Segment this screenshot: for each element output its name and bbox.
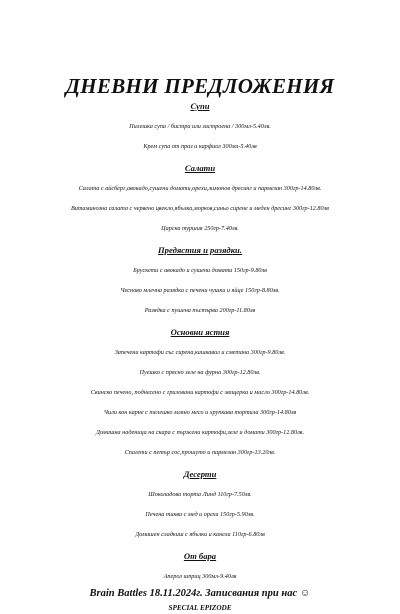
menu-item: Пуешко с прясно зеле на фурна 300гр-12.80лв. [139, 369, 261, 376]
menu-item: Брускети с авокадо и сушени домати 150гр-9.80лв [133, 267, 267, 274]
menu-item: Печена тиква с мед и орехи 150гр-5.90лв. [145, 511, 255, 518]
menu-item: Витаминозна салата с червено цвекло,ябълка,морков,синьо сирене и меден дресинг 300гр-12.80лв [71, 205, 329, 212]
menu-item: Салата с айсберг,авокадо,сушени домати,орехи,лимонов дресинг и пармезан 300гр-14.80лв. [78, 185, 322, 192]
menu-item: Царска туршия 250гр-7.40лв. [161, 225, 239, 232]
special-episode-label: SPECIAL EPIZODE [168, 604, 232, 612]
event-announcement: Brain Battles 18.11.2024г. Записвания при нас ☺ [89, 588, 311, 599]
section-heading-soups: Супи [190, 101, 210, 111]
section-heading-desserts: Десерти [183, 469, 217, 479]
menu-item: Шоколадова торта Линд 110гр-7.50лв. [148, 491, 252, 498]
menu-item: Спагети с петър сос,прошуто и пармезан 300гр-13.20лв. [124, 449, 276, 456]
section-heading-salads: Салати [184, 163, 216, 173]
menu-list [0, 100, 400, 614]
section-heading-bar: От бара [183, 551, 217, 561]
menu-item: Запечени картофи със сирена,кашкавал и сметана 300гр-9.80лв. [114, 349, 286, 356]
menu-item: Крем супа от праз и карфиол 300мл-5.40лв [143, 143, 257, 150]
menu-item: Пилешка супа / бистра или застроена / 300мл-5.40лв. [129, 123, 271, 130]
section-heading-mains: Основни ястия [170, 327, 230, 337]
menu-item: Чили кон карне с телешко мляно месо и хрупкава тортила 300гр-14.80лв [103, 409, 297, 416]
menu-item: Свинско печено, поднесено с гриловани картофи с мащерка и масло 300гр-14.80лв. [90, 389, 310, 396]
menu-item: Разядка с пушена пъстърва 200гр-11.80лв [144, 307, 256, 314]
page-title: ДНЕВНИ ПРЕДЛОЖЕНИЯ [65, 74, 335, 98]
menu-item: Домашен сладкиш с ябълки и канела 110гр-6.80лв [135, 531, 265, 538]
menu-item: Чесново млечна разядка с печени чушки и яйце 150гр-8.80лв. [120, 287, 280, 294]
menu-item: Аперол шприц 300мл-9.40лв [163, 573, 237, 580]
section-heading-starters: Предястия и разядки. [158, 245, 242, 255]
menu-item: Домашна наденица на скара с пържени картофи,зеле и домати 300гр-12.80лв. [95, 429, 305, 436]
